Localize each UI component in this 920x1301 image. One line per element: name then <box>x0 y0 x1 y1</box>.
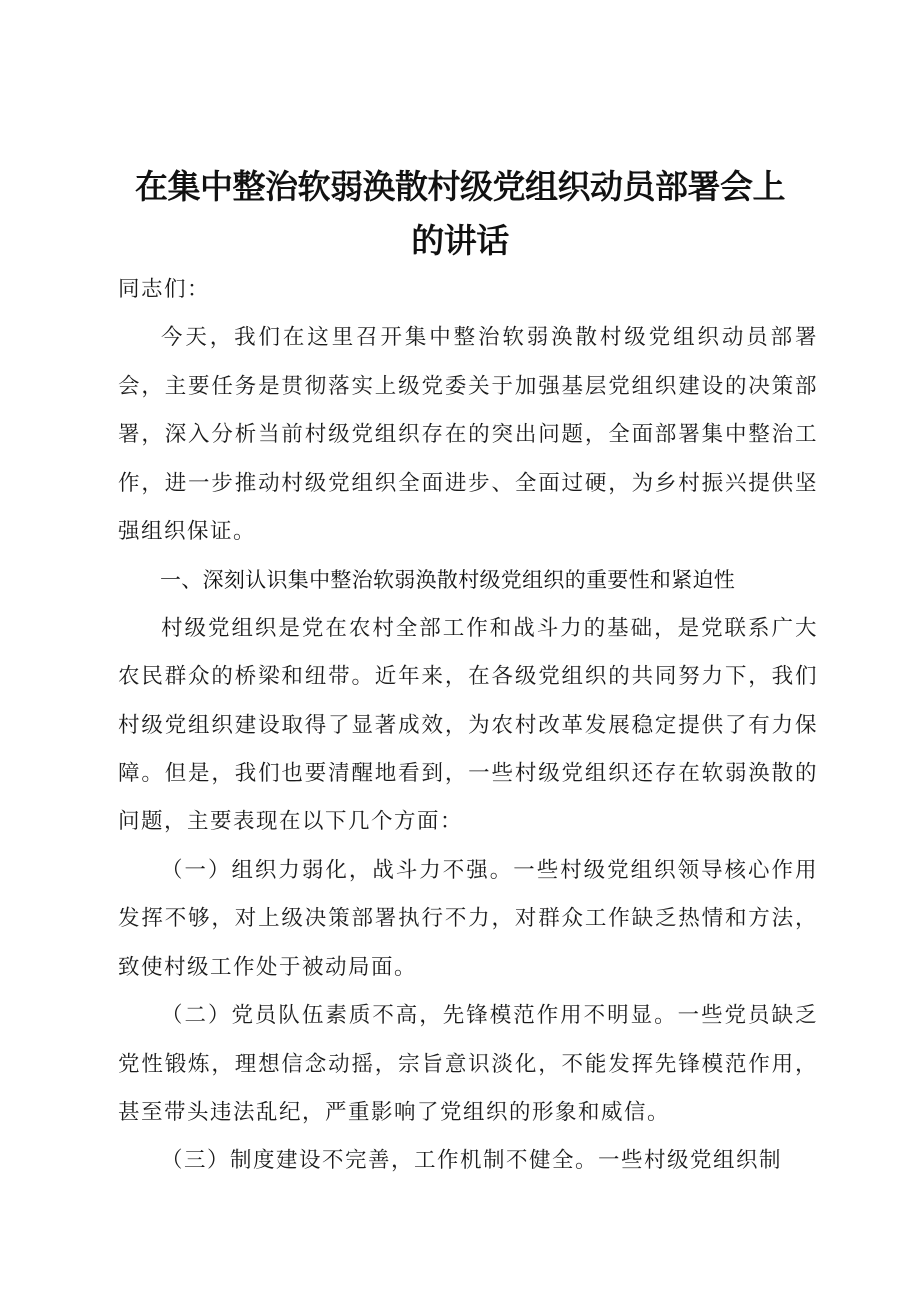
document-title <box>100 160 820 268</box>
section-heading-1: 一、深刻认识集中整治软弱涣散村级党组织的重要性和紧迫性 <box>160 568 736 593</box>
salutation: 同志们： <box>118 277 211 302</box>
document-body <box>118 266 818 1186</box>
list-item-2: （二）党员队伍素质不高，先锋模范作用不明显。一些党员缺乏党性锻炼，理想信念动摇，宗旨意识淡化，不能发挥先锋模范作用，甚至带头违法乱纪，严重影响了党组织的形象和威信。 <box>118 1003 818 1125</box>
paragraph-intro: 今天，我们在这里召开集中整治软弱涣散村级党组织动员部署会，主要任务是贯彻落实上级党委关于加强基层党组织建设的决策部署，深入分析当前村级党组织存在的突出问题，全面部署集中整治工作，进一步推动村级党组织全面进步、全面过硬，为乡村振兴提供坚强组织保证。 <box>118 325 818 545</box>
list-item-1: （一）组织力弱化，战斗力不强。一些村级党组织领导核心作用发挥不够，对上级决策部署执行不力，对群众工作缺乏热情和方法，致使村级工作处于被动局面。 <box>118 857 818 980</box>
title-line-2: 的讲话 <box>411 221 509 260</box>
list-item-3: （三）制度建设不完善，工作机制不健全。一些村级党组织制 <box>161 1148 783 1174</box>
title-line-1: 在集中整治软弱涣散村级党组织动员部署会上 <box>135 167 785 206</box>
paragraph-section1: 村级党组织是党在农村全部工作和战斗力的基础，是党联系广大农民群众的桥梁和纽带。近年来，在各级党组织的共同努力下，我们村级党组织建设取得了显著成效，为农村改革发展稳定提供了有力保障。但是，我们也要清醒地看到，一些村级党组织还存在软弱涣散的问题，主要表现在以下几个方面： <box>118 615 818 835</box>
